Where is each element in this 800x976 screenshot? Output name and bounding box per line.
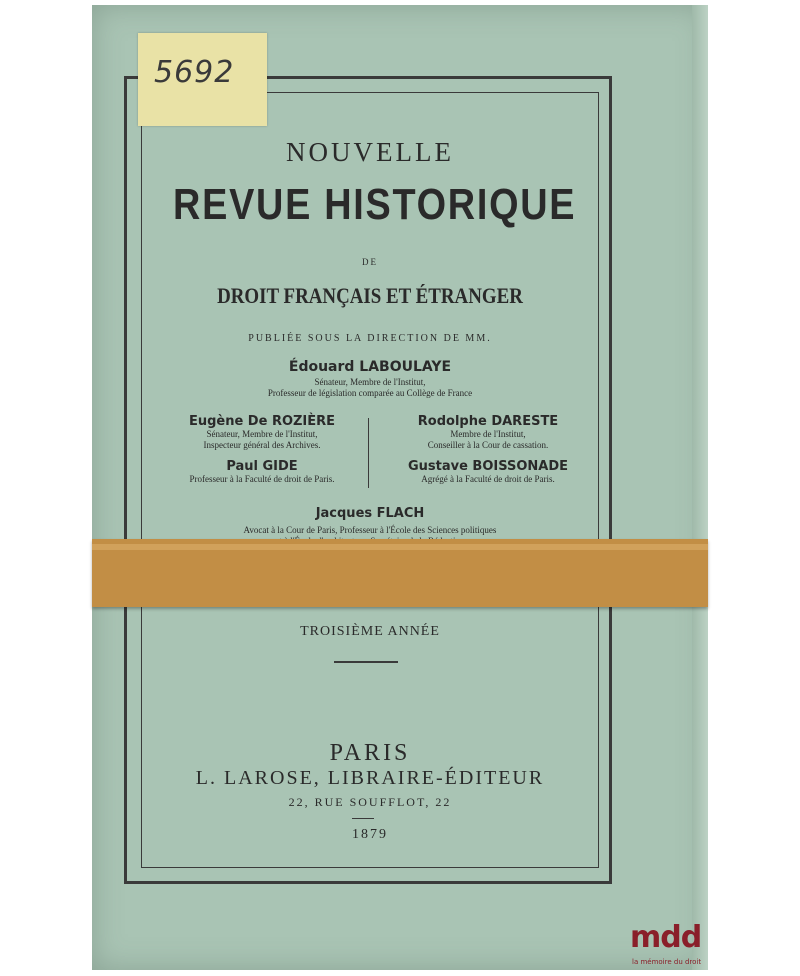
editor-left2-name: Paul GIDE bbox=[226, 459, 298, 474]
publication-year: 1879 bbox=[352, 827, 388, 842]
editor-right1-name: Rodolphe DARESTE bbox=[417, 414, 559, 429]
editor-right1 bbox=[378, 414, 598, 451]
title-subject: DROIT FRANÇAIS ET ÉTRANGER bbox=[217, 283, 523, 308]
editor-bottom-name: Jacques FLACH bbox=[315, 506, 425, 521]
editor-main-line2: Professeur de législation comparée au Collège de France bbox=[267, 388, 473, 398]
publisher-name: L. LAROSE, LIBRAIRE-ÉDITEUR bbox=[195, 767, 545, 789]
editor-right1-line1: Membre de l'Institut, bbox=[450, 429, 526, 439]
logo-mark: mdd bbox=[630, 920, 702, 955]
watermark-logo bbox=[630, 920, 720, 976]
catalog-label bbox=[138, 33, 267, 126]
title-main: REVUE HISTORIQUE bbox=[173, 180, 577, 229]
divider-rule bbox=[334, 661, 398, 663]
publisher-city: PARIS bbox=[329, 740, 411, 766]
tape-highlight bbox=[92, 544, 708, 550]
cover-edge bbox=[692, 5, 708, 970]
title-de: DE bbox=[362, 257, 378, 267]
direction-line: PUBLIÉE SOUS LA DIRECTION DE MM. bbox=[248, 333, 492, 344]
editor-left2 bbox=[152, 459, 372, 485]
editor-main-name: Édouard LABOULAYE bbox=[288, 359, 452, 375]
logo-tagline: la mémoire du droit bbox=[632, 958, 702, 966]
year-rule bbox=[352, 818, 374, 819]
publisher-address: 22, RUE SOUFFLOT, 22 bbox=[288, 795, 452, 809]
editor-left1-name: Eugène De ROZIÈRE bbox=[188, 414, 336, 429]
editor-right1-line2: Conseiller à la Cour de cassation. bbox=[427, 440, 549, 450]
title-line1: NOUVELLE bbox=[286, 137, 454, 167]
editor-left2-line1: Professeur à la Faculté de droit de Paris. bbox=[189, 474, 335, 484]
editor-bottom-line1: Avocat à la Cour de Paris, Professeur à l'École des Sciences politiques bbox=[243, 525, 497, 535]
editor-left1-line2: Inspecteur général des Archives. bbox=[203, 440, 321, 450]
catalog-number: 5692 bbox=[154, 55, 235, 90]
editor-left1-line1: Sénateur, Membre de l'Institut, bbox=[206, 429, 318, 439]
editor-left1 bbox=[152, 414, 372, 451]
editor-right2-line1: Agrégé à la Faculté de droit de Paris. bbox=[421, 474, 555, 484]
editor-right2 bbox=[378, 459, 598, 485]
editor-main-line1: Sénateur, Membre de l'Institut, bbox=[314, 377, 426, 387]
edition-label: TROISIÈME ANNÉE bbox=[300, 624, 440, 639]
editor-right2-name: Gustave BOISSONADE bbox=[407, 459, 569, 474]
